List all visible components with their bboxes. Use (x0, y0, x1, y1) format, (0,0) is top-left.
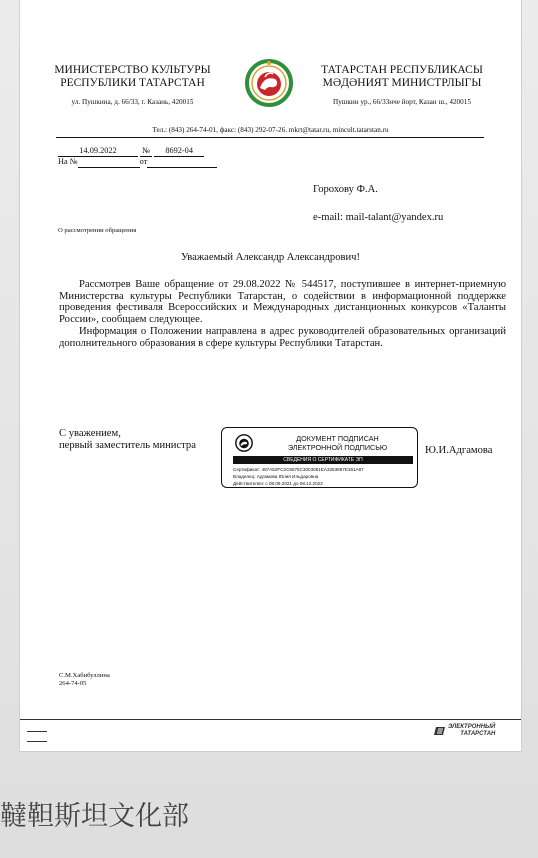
stamp-title-line-1: ДОКУМЕНТ ПОДПИСАН (296, 434, 379, 443)
reference-from-label: от (139, 157, 148, 166)
addressee-email: e-mail: mail-talant@yandex.ru (313, 212, 444, 223)
executor-block (59, 672, 110, 688)
ministry-title-line-2: РЕСПУБЛИКИ ТАТАРСТАН (60, 77, 205, 89)
body-paragraph-2: Информация о Положении направлена в адрес руководителей образовательных организаций дополнительного образования в сфере культуры Республики Татарстан. (59, 325, 506, 349)
stamp-certificate-details (233, 466, 364, 487)
ministry-contacts: Тел.: (843) 264-74-01, факс: (843) 292-07-26. mkrt@tatar.ru, mincult.tatarstan.ru (152, 126, 389, 134)
electronic-signature-stamp (221, 427, 418, 488)
electronic-tatarstan-logo-icon (434, 726, 446, 736)
reference-date-blank (147, 157, 217, 168)
signer-position: первый заместитель министра (59, 440, 196, 451)
stamp-title (260, 435, 415, 452)
registration-block (58, 146, 217, 168)
certificate-validity: Действителен: с 08.09.2021 до 08.12.2022 (233, 481, 323, 486)
body-paragraph-1: Рассмотрев Ваше обращение от 29.08.2022 № 544517, поступившее в интернет-приемную Министерства культуры Республики Татарстан, о содействии в информационной поддержке проведения фестиваля Всероссийских и Международных дистанционных конкурсов «Таланты России», сообщаем следующее. (59, 279, 506, 326)
signer-name: Ю.И.Адгамова (425, 445, 493, 456)
addressee-name: Горохову Ф.А. (313, 184, 378, 195)
registration-number: 8692-04 (154, 146, 204, 157)
registration-number-label: № (140, 146, 152, 157)
reference-label: На № (58, 157, 78, 166)
stamp-certificate-bar: СВЕДЕНИЯ О СЕРТИФИКАТЕ ЭП (233, 456, 413, 464)
electronic-tatarstan-logo (448, 724, 495, 737)
letter-greeting: Уважаемый Александр Александрович! (180, 252, 361, 263)
certificate-owner: Владелец: Адгамова Юлия Ильдаровна (233, 474, 319, 479)
certificate-number: Сертификат: 487A52FC2C8575C3003061EA3283887E361A87 (233, 467, 364, 472)
ministry-title-tatar (293, 64, 511, 90)
ministry-title-russian (20, 64, 245, 90)
stamp-title-line-2: ЭЛЕКТРОННОЙ ПОДПИСЬЮ (287, 442, 388, 452)
closing-phrase: С уважением, (59, 428, 121, 439)
ministry-title-tatar-line-2: МӘДӘНИЯТ МИНИСТРЛЫГЫ (322, 77, 482, 89)
footer-marks (27, 731, 47, 751)
tatarstan-coat-of-arms-icon (245, 57, 293, 109)
ministry-address-russian: ул. Пушкина, д. 66/33, г. Казань, 420015 (71, 98, 194, 106)
reference-number-blank (78, 157, 140, 168)
ministry-title-tatar-line-1: ТАТАРСТАН РЕСПУБЛИКАСЫ (321, 64, 483, 76)
footer-divider (20, 719, 521, 720)
letterhead-divider (56, 137, 484, 138)
tatarstan-seal-icon (235, 434, 253, 452)
executor-phone: 264-74-05 (59, 680, 87, 687)
caption-watermark: 韃靼斯坦文化部 (0, 801, 189, 832)
ministry-address-tatar: Пушкин ур., 66/33нче йорт, Казан ш., 420015 (333, 98, 471, 106)
logo-line-2: ТАТАРСТАН (460, 730, 496, 737)
letter-page (19, 0, 522, 752)
registration-date: 14.09.2022 (58, 146, 138, 157)
letter-body (59, 279, 506, 349)
letter-subject: О рассмотрении обращения (58, 227, 137, 234)
executor-name: С.М.Хабибуллина (59, 672, 110, 679)
signature-block (59, 428, 196, 452)
ministry-title-line-1: МИНИСТЕРСТВО КУЛЬТУРЫ (54, 64, 211, 76)
logo-line-1: ЭЛЕКТРОННЫЙ (448, 724, 496, 730)
